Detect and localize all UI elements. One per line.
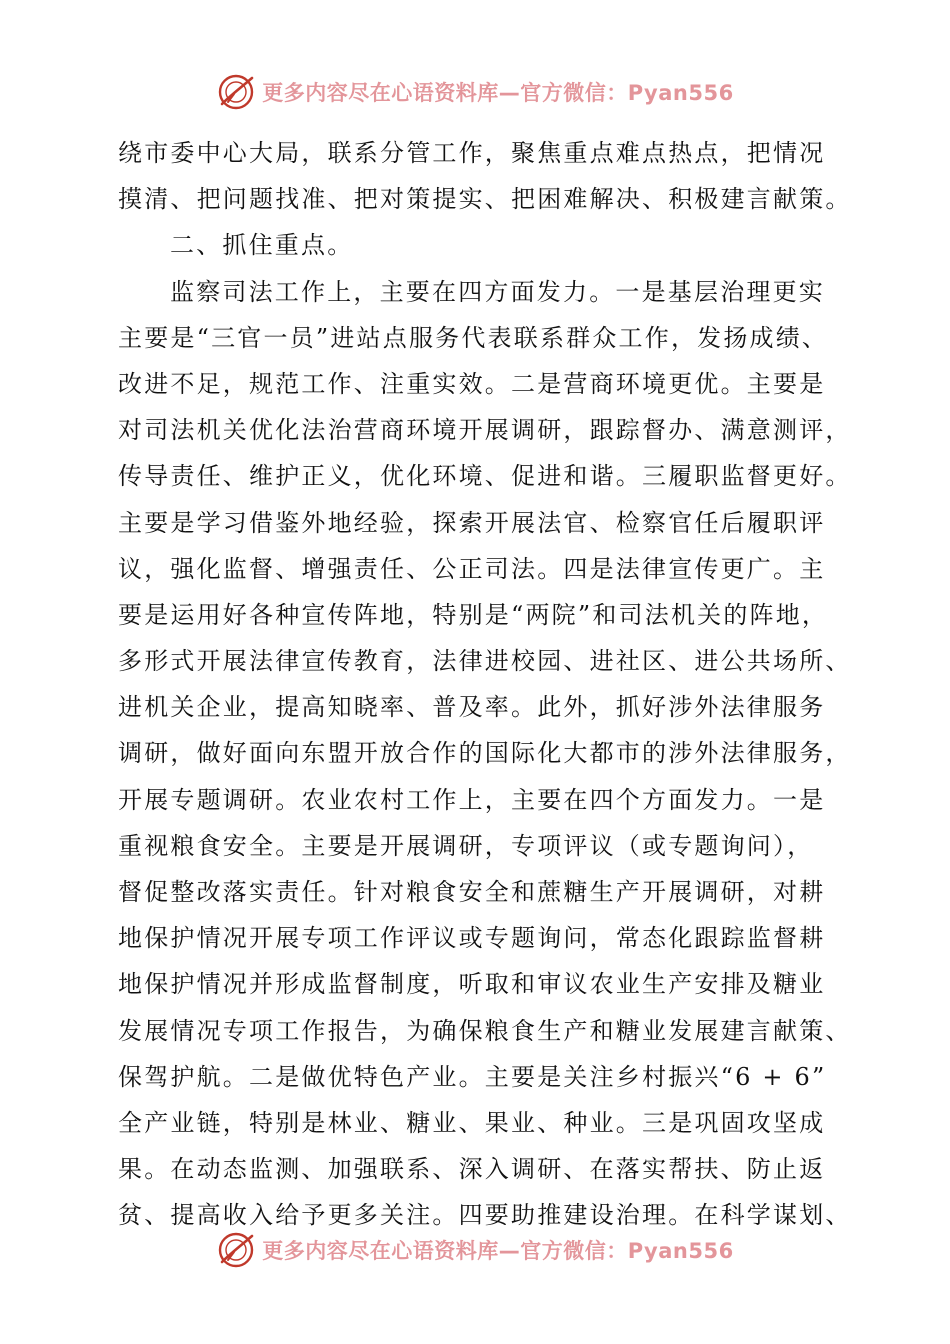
text-line: 要是运用好各种宣传阵地，特别是“两院”和司法机关的阵地， [118,600,829,629]
text-line: 主要是学习借鉴外地经验，探索开展法官、检察官任后履职评 [118,508,826,537]
text-line: 绕市委中心大局，联系分管工作，聚焦重点难点热点，把情况 [118,139,826,167]
brand-logo-icon [216,72,256,112]
watermark-text: 更多内容尽在心语资料库—官方微信：Pyan556 [262,1239,734,1263]
text-line: 主要是“三官一员”进站点服务代表联系群众工作，发扬成绩、 [118,323,829,352]
text-line: 贫、提高收入给予更多关注。四要助推建设治理。在科学谋划、 [118,1201,852,1230]
text-line: 开展专题调研。农业农村工作上，主要在四个方面发力。一是 [118,785,826,814]
text-line: 重视粮食安全。主要是开展调研，专项评议（或专题询问）， [118,831,814,860]
watermark-text: 更多内容尽在心语资料库—官方微信：Pyan556 [262,81,734,105]
text-line: 调研，做好面向东盟开放合作的国际化大都市的涉外法律服务， [118,739,852,768]
footer-watermark [0,1228,950,1272]
brand-logo-icon [216,1230,256,1270]
text-line: 多形式开展法律宣传教育，法律进校园、进社区、进公共场所、 [118,647,852,676]
text-line: 二、抓住重点。 [170,231,354,260]
text-line: 督促整改落实责任。针对粮食安全和蔗糖生产开展调研，对耕 [118,878,826,906]
text-line: 摸清、把问题找准、把对策提实、把困难解决、积极建言献策。 [118,185,852,214]
text-line: 保驾护航。二是做优特色产业。主要是关注乡村振兴“6 + 6” [118,1062,827,1091]
text-line: 果。在动态监测、加强联系、深入调研、在落实帮扶、防止返 [118,1155,826,1184]
text-line: 监察司法工作上，主要在四方面发力。一是基层治理更实 [170,277,825,306]
document-body [118,130,852,1239]
header-watermark [0,70,950,114]
text-line: 进机关企业，提高知晓率、普及率。此外，抓好涉外法律服务 [118,693,826,722]
text-line: 传导责任、维护正义，优化环境、促进和谐。三履职监督更好。 [118,462,852,491]
text-line: 全产业链，特别是林业、糖业、果业、种业。三是巩固攻坚成 [118,1108,826,1137]
text-line: 地保护情况开展专项工作评议或专题询问，常态化跟踪监督耕 [118,924,826,953]
text-line: 发展情况专项工作报告，为确保粮食生产和糖业发展建言献策、 [118,1016,852,1045]
text-line: 地保护情况并形成监督制度，听取和审议农业生产安排及糖业 [118,970,826,999]
text-line: 对司法机关优化法治营商环境开展调研，跟踪督办、满意测评， [118,416,852,445]
text-line: 议，强化监督、增强责任、公正司法。四是法律宣传更广。主 [118,554,826,583]
text-line: 改进不足，规范工作、注重实效。二是营商环境更优。主要是 [118,369,826,398]
